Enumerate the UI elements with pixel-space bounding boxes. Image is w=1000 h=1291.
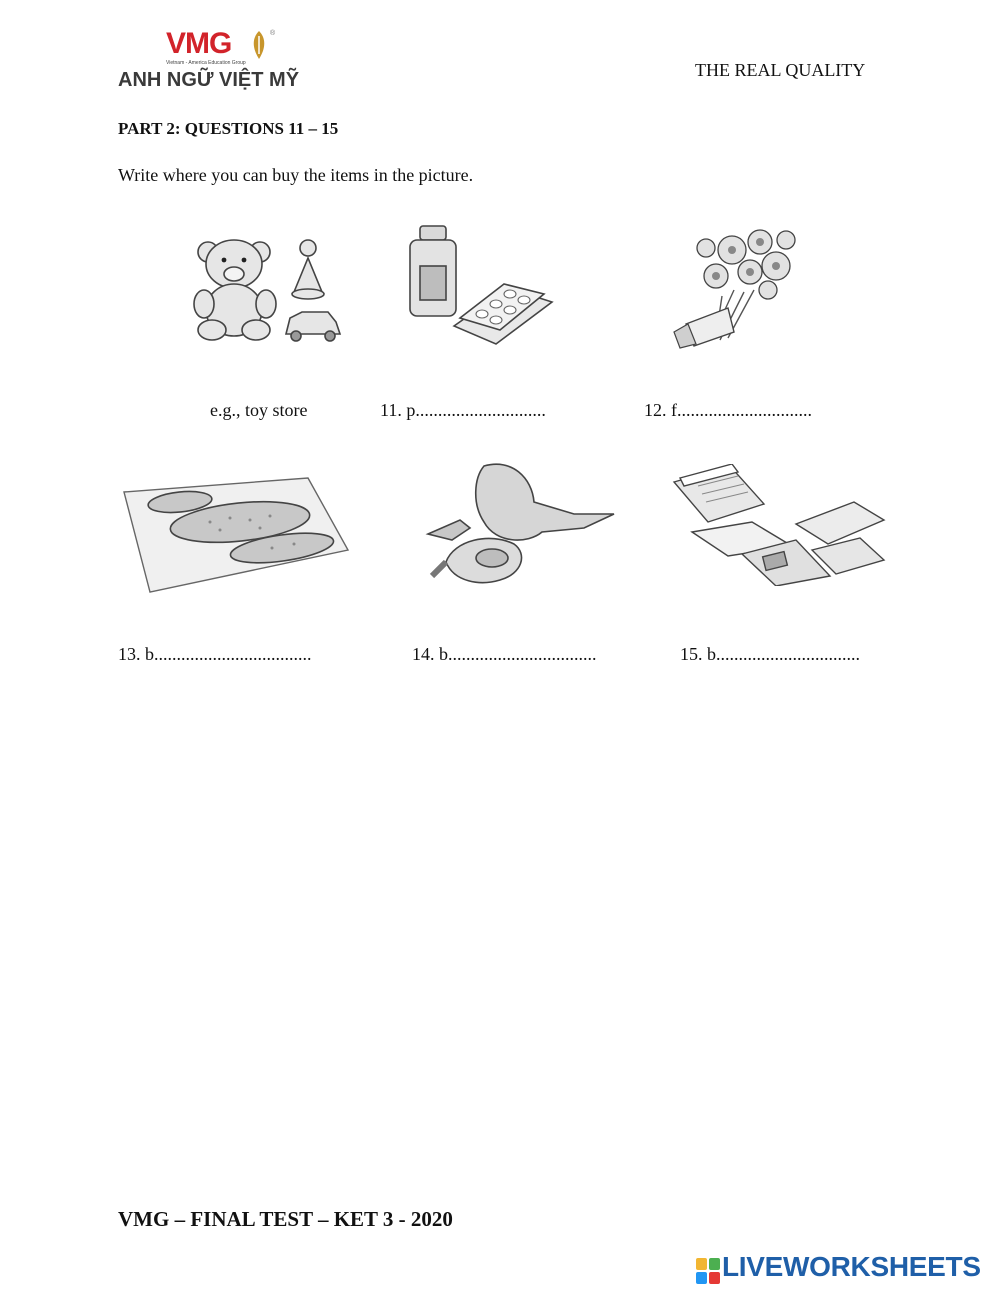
part-title: PART 2: QUESTIONS 11 – 15 <box>118 119 339 138</box>
example-label: e.g., toy store <box>210 400 308 420</box>
books-icon <box>672 464 886 586</box>
liveworksheets-logo-icon <box>696 1258 720 1284</box>
brand-name: ANH NGỮ VIỆT MỸ <box>118 69 300 91</box>
registered-mark: ® <box>270 30 276 37</box>
question-11-label: 11. p............................. <box>380 400 546 420</box>
logo-tile-3 <box>696 1272 707 1284</box>
logo-tile-1 <box>696 1258 707 1270</box>
toys-icon <box>190 222 350 347</box>
vmg-logo-text: VMG <box>166 27 232 60</box>
instruction-text: Write where you can buy the items in the picture. <box>118 165 474 185</box>
footer-title: VMG – FINAL TEST – KET 3 - 2020 <box>118 1207 453 1231</box>
question-13-label: 13. b................................... <box>118 644 312 664</box>
logo-tile-4 <box>709 1272 720 1284</box>
logo-tile-2 <box>709 1258 720 1270</box>
medicine-icon <box>404 222 554 352</box>
meat-icon <box>424 458 620 588</box>
bread-icon <box>122 474 350 596</box>
question-12-label: 12. f.............................. <box>644 400 812 420</box>
tagline: THE REAL QUALITY <box>695 60 866 80</box>
question-15-label: 15. b................................ <box>680 644 860 664</box>
liveworksheets-watermark[interactable]: LIVEWORKSHEETS <box>722 1251 981 1282</box>
flowers-icon <box>672 220 807 352</box>
pen-nib-icon <box>248 30 270 60</box>
question-14-label: 14. b................................. <box>412 644 597 664</box>
brand-subtitle: Vietnam - America Education Group <box>166 60 246 66</box>
